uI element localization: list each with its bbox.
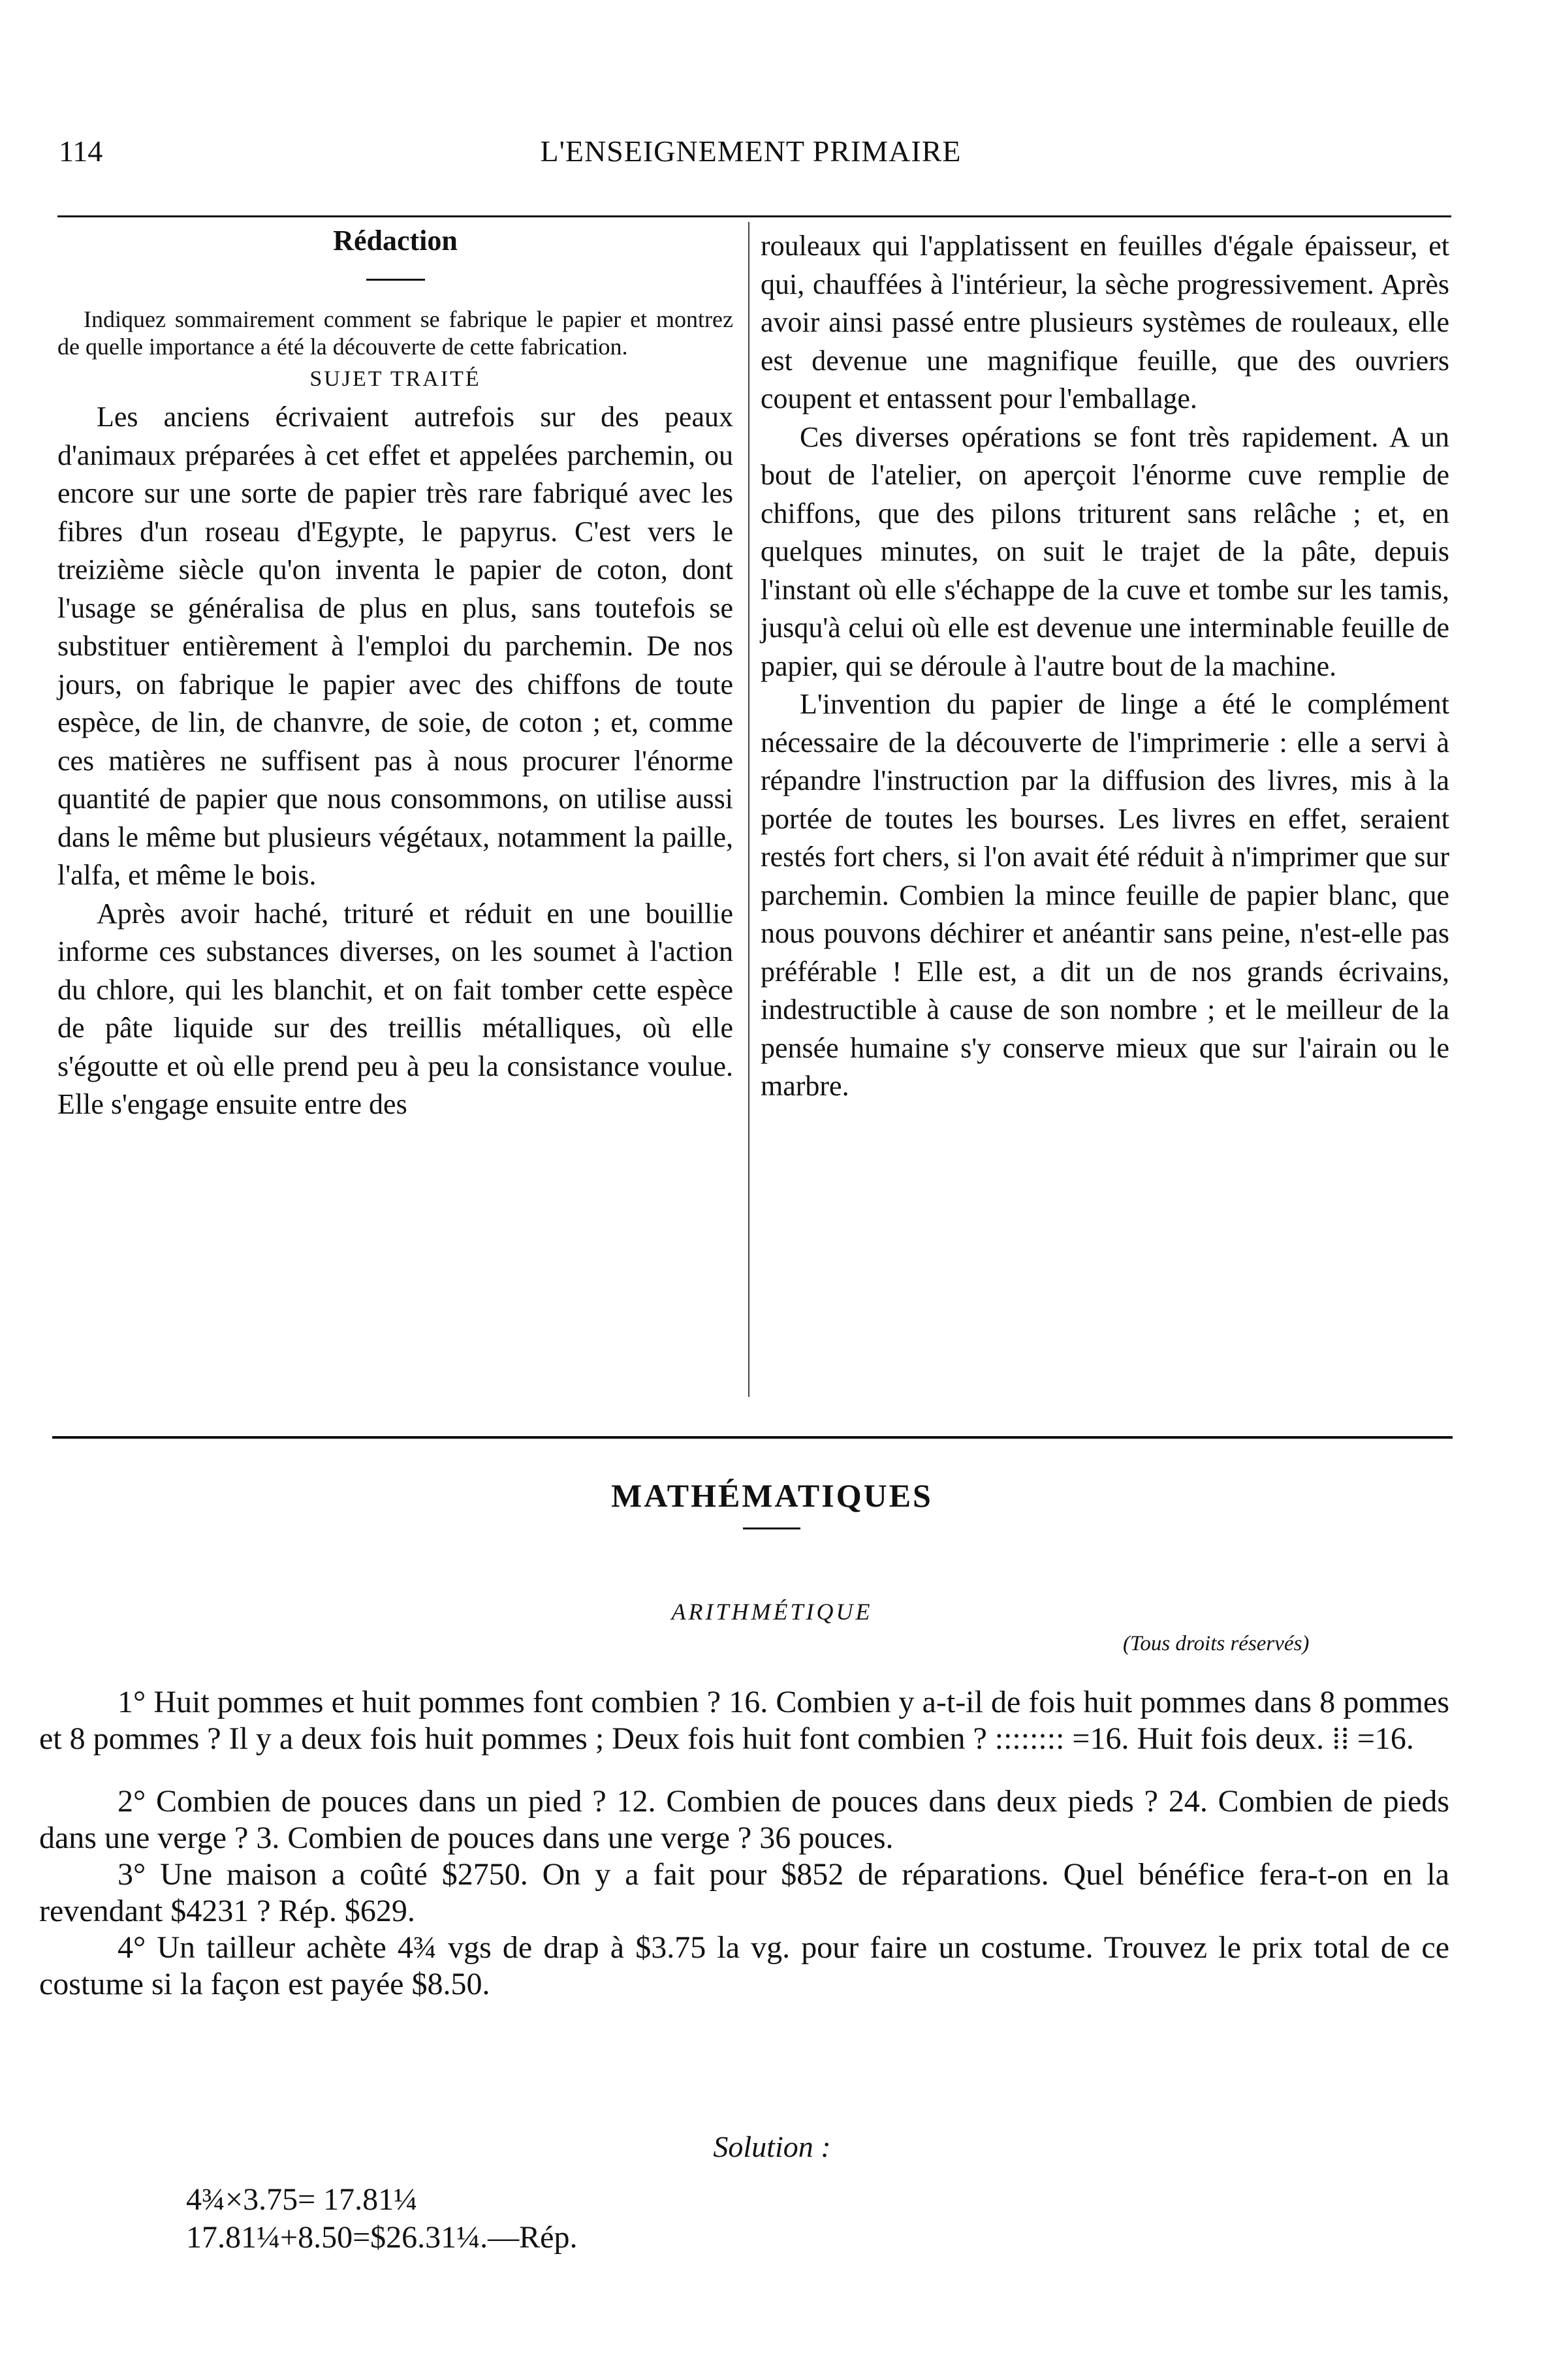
- section-rule: [52, 1436, 1453, 1439]
- math-section-title: MATHÉMATIQUES: [611, 1477, 933, 1514]
- solution-line: 4¾×3.75= 17.81¼: [186, 2182, 418, 2217]
- subject-heading: SUJET TRAITÉ: [309, 366, 481, 391]
- body-paragraph: Ces diverses opérations se font très rapidement. A un bout de l'atelier, on aperçoit l'énorme cuve remplie de chiffons, que des pilons triturent sans relâche ; et, en quelques minutes, on suit le trajet de la pâte, depuis l'instant où elle s'échappe de la cuve et tombe sur les tamis, jusqu'à celui où elle est devenue une interminable feuille de papier, qui se déroule à l'autre bout de la machine.: [761, 420, 1449, 682]
- body-paragraph: L'invention du papier de linge a été le complément nécessaire de la découverte de l'imprimerie : elle a servi à répandre l'instruction par la diffusion des livres, mis à la portée de toutes les bourses. Les livres en effet, seraient restés fort chers, si l'on avait été réduit à n'imprimer que sur parchemin. Combien la mince feuille de papier blanc, que nous pouvons déchirer et anéantir sans peine, n'est-elle pas préférable ! Elle est, a dit un de nos grands écrivains, indestructible à cause de son nombre ; et le meilleur de la pensée humaine s'y conserve mieux que sur l'airain ou le marbre.: [761, 688, 1449, 1102]
- page-number: 114: [59, 134, 103, 168]
- right-column: [761, 227, 1449, 1106]
- redaction-prompt: Indiquez sommairement comment se fabrique le papier et montrez de quelle importance a été la découverte de cette fabrication.: [57, 305, 733, 360]
- body-paragraph: Après avoir haché, trituré et réduit en une bouillie informe ces substances diverses, on les soumet à l'action du chlore, qui les blanchit, et on fait tomber cette espèce de pâte liquide sur des treillis métalliques, où elle s'égoutte et où elle prend peu à peu la consistance voulue. Elle s'engage ensuite entre des: [57, 897, 733, 1120]
- body-paragraph: rouleaux qui l'applatissent en feuilles d'égale épaisseur, et qui, chauffées à l'intérieur, la sèche progressivement. Après avoir ainsi passé entre plusieurs systèmes de rouleaux, elle est devenue une magnifique feuille, que des ouvriers coupent et entassent pour l'emballage.: [761, 230, 1449, 415]
- problem-item: 3° Une maison a coûté $2750. On y a fait pour $852 de réparations. Quel bénéfice fera-t-on en la revendant $4231 ? Rép. $629.: [39, 1857, 1449, 1928]
- header-rule: [57, 215, 1451, 217]
- solution-line: 17.81¼+8.50=$26.31¼.—Rép.: [186, 2220, 578, 2255]
- math-title-dash: [743, 1527, 800, 1529]
- title-dash: [366, 279, 425, 281]
- problem-list: [39, 1684, 1449, 2003]
- arithmetic-subtitle: ARITHMÉTIQUE: [671, 1599, 873, 1625]
- problem-item: 2° Combien de pouces dans un pied ? 12. Combien de pouces dans deux pieds ? 24. Combien de pieds dans une verge ? 3. Combien de pouces dans une verge ? 36 pouces.: [39, 1784, 1449, 1855]
- running-title: L'ENSEIGNEMENT PRIMAIRE: [540, 134, 962, 168]
- problem-item: 1° Huit pommes et huit pommes font combien ? 16. Combien y a-t-il de fois huit pommes dans 8 pommes et 8 pommes ? Il y a deux fois huit pommes ; Deux fois huit font combien ? :::::::: =16. Huit fois deux. ⁞⁞ =16.: [39, 1685, 1449, 1756]
- problem-item: 4° Un tailleur achète 4¾ vgs de drap à $3.75 la vg. pour faire un costume. Trouvez le prix total de ce costume si la façon est payée $8.50.: [39, 1930, 1449, 2001]
- column-divider: [748, 222, 749, 1397]
- body-paragraph: Les anciens écrivaient autrefois sur des peaux d'animaux préparées à cet effet et appelées parchemin, ou encore sur une sorte de papier très rare fabriqué avec les fibres d'un roseau d'Egypte, le papyrus. C'est vers le treizième siècle qu'on inventa le papier de coton, dont l'usage se généralisa de plus en plus, sans toutefois se substituer entièrement à l'emploi du parchemin. De nos jours, on fabrique le papier avec des chiffons de toute espèce, de lin, de chanvre, de soie, de coton ; et, comme ces matières ne suffisent pas à nous procurer l'énorme quantité de papier que nous consommons, on utilise aussi dans le même but plusieurs végétaux, notamment la paille, l'alfa, et même le bois.: [57, 401, 733, 891]
- solution-heading: Solution :: [713, 2130, 831, 2163]
- rights-notice: (Tous droits réservés): [1123, 1632, 1310, 1655]
- left-column: [57, 222, 733, 1124]
- running-header: [59, 134, 1443, 180]
- redaction-title: Rédaction: [333, 225, 458, 257]
